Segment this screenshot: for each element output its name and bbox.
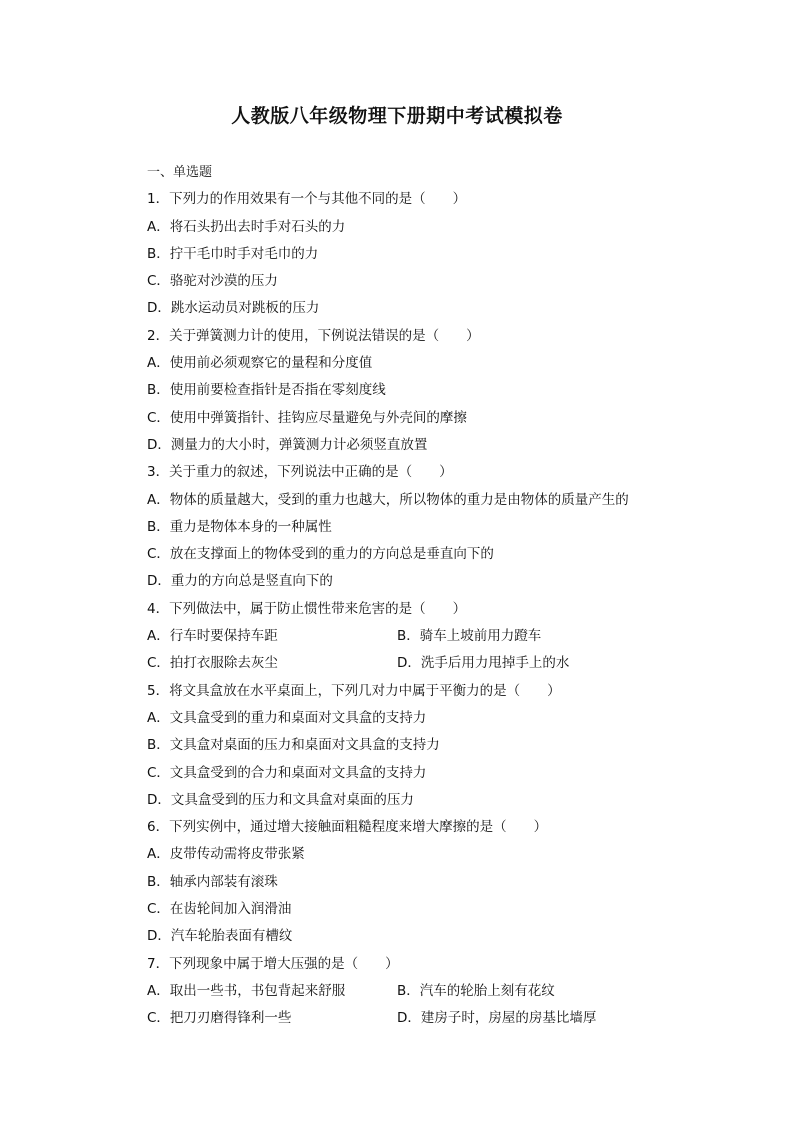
question-6 [147,814,707,950]
option-b: B．重力是物体本身的一种属性 [147,518,332,535]
option-b: B．汽车的轮胎上刻有花纹 [397,982,555,999]
question-3 [147,459,707,595]
option-a: A．皮带传动需将皮带张紧 [147,846,305,863]
option-b: B．拧干毛巾时手对毛巾的力 [147,245,319,262]
option-a: A．将石头扔出去时手对石头的力 [147,218,346,235]
option-c: C．把刀刃磨得锋利一些 [147,1010,292,1027]
option-d: D．汽车轮胎表面有槽纹 [147,928,293,945]
option-c: C．骆驼对沙漠的压力 [147,273,278,290]
exam-title: 人教版八年级物理下册期中考试模拟卷 [231,105,563,127]
option-b: B．文具盒对桌面的压力和桌面对文具盒的支持力 [147,737,440,754]
option-c: C．使用中弹簧指针、挂钩应尽量避免与外壳间的摩擦 [147,409,467,426]
question-stem: 2．关于弹簧测力计的使用，下例说法错误的是（ ） [147,327,480,344]
section-heading: 一、单选题 [147,165,213,180]
option-row [147,623,707,650]
option-c: C．在齿轮间加入润滑油 [147,901,292,918]
option-b: B．使用前要检查指针是否指在零刻度线 [147,382,386,399]
option-d: D．文具盒受到的压力和文具盒对桌面的压力 [147,791,414,808]
option-d: D．测量力的大小时，弹簧测力计必须竖直放置 [147,436,428,453]
question-stem: 6．下列实例中，通过增大接触面粗糙程度来增大摩擦的是（ ） [147,819,548,836]
option-c: C．放在支撑面上的物体受到的重力的方向总是垂直向下的 [147,546,494,563]
option-a: A．取出一些书，书包背起来舒服 [147,982,346,999]
question-4 [147,596,707,678]
option-b: B．骑车上坡前用力蹬车 [397,628,542,645]
option-a: A．使用前必须观察它的量程和分度值 [147,355,373,372]
exam-content [147,159,707,1033]
option-b: B．轴承内部装有滚珠 [147,873,278,890]
question-5 [147,678,707,814]
option-d: D．重力的方向总是竖直向下的 [147,573,333,590]
question-stem: 4．下列做法中，属于防止惯性带来危害的是（ ） [147,600,467,617]
question-2 [147,323,707,459]
option-row [147,1005,707,1032]
option-a: A．文具盒受到的重力和桌面对文具盒的支持力 [147,709,427,726]
option-c: C．拍打衣服除去灰尘 [147,655,278,672]
option-a: A．行车时要保持车距 [147,628,278,645]
option-d: D．跳水运动员对跳板的压力 [147,300,320,317]
option-a: A．物体的质量越大，受到的重力也越大，所以物体的重力是由物体的质量产生的 [147,491,629,508]
option-d: D．洗手后用力甩掉手上的水 [397,655,570,672]
question-stem: 1．下列力的作用效果有一个与其他不同的是（ ） [147,191,467,208]
option-c: C．文具盒受到的合力和桌面对文具盒的支持力 [147,764,427,781]
question-stem: 3．关于重力的叙述，下列说法中正确的是（ ） [147,464,453,481]
option-row [147,978,707,1005]
question-1 [147,186,707,322]
question-7 [147,951,707,1033]
option-d: D．建房子时，房屋的房基比墙厚 [397,1010,597,1027]
question-stem: 7．下列现象中属于增大压强的是（ ） [147,955,399,972]
option-row [147,650,707,677]
question-stem: 5．将文具盒放在水平桌面上，下列几对力中属于平衡力的是（ ） [147,682,561,699]
